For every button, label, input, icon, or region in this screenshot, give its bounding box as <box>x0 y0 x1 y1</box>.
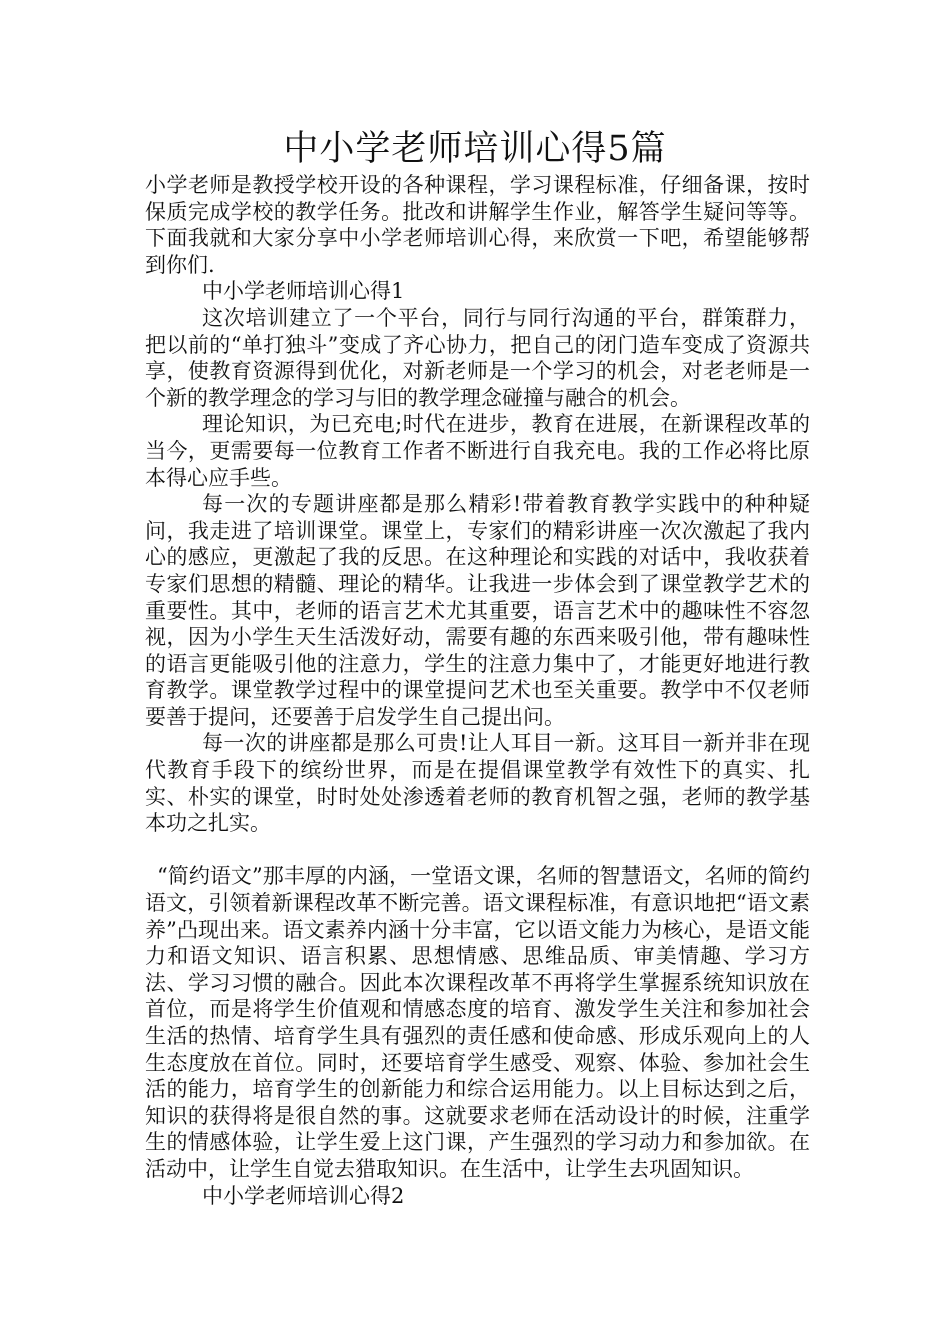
section-1-heading: 中小学老师培训心得1 <box>202 279 405 304</box>
paragraph-5: “简约语文”那丰厚的内涵，一堂语文课，名师的智慧语文，名师的简约语文，引领着新课程改革不断完善。语文课程标准，有意识地把“语文素养”凸现出来。语文素养内涵十分丰富，它以语文能力为核心，是语文能力和语文知识、语言积累、思想情感、思维品质、审美情趣、学习方法、学习习惯的融合。因此本次课程改革不再将学生掌握系统知识放在首位，而是将学生价值观和情感态度的培育、激发学生关注和参加社会生活的热情、培育学生具有强烈的责任感和使命感、形成乐观向上的人生态度放在首位。同时，还要培育学生感受、观察、体验、参加社会生活的能力，培育学生的创新能力和综合运用能力。以上目标达到之后，知识的获得将是很自然的事。这就要求老师在活动设计的时候，注重学生的情感体验，让学生爱上这门课，产生强烈的学习动力和参加欲。在活动中，让学生自觉去猎取知识。在生活中，让学生去巩固知识。 <box>145 864 810 1181</box>
paragraph-3: 每一次的专题讲座都是那么精彩!带着教育教学实践中的种种疑问，我走进了培训课堂。课堂上，专家们的精彩讲座一次次激起了我内心的感应，更激起了我的反思。在这种理论和实践的对话中，我收获着专家们思想的精髓、理论的精华。让我进一步体会到了课堂教学艺术的重要性。其中，老师的语言艺术尤其重要，语言艺术中的趣味性不容忽视，因为小学生天生活泼好动，需要有趣的东西来吸引他，带有趣味性的语言更能吸引他的注意力，学生的注意力集中了，才能更好地进行教育教学。课堂教学过程中的课堂提问艺术也至关重要。教学中不仅老师要善于提问，还要善于启发学生自己提出问。 <box>145 492 810 729</box>
intro-paragraph: 小学老师是教授学校开设的各种课程，学习课程标准，仔细备课，按时保质完成学校的教学任务。批改和讲解学生作业，解答学生疑问等等。下面我就和大家分享中小学老师培训心得，来欣赏一下吧，希望能够帮到你们. <box>145 173 810 277</box>
paragraph-4: 每一次的讲座都是那么可贵!让人耳目一新。这耳目一新并非在现代教育手段下的缤纷世界，而是在提倡课堂教学有效性下的真实、扎实、朴实的课堂，时时处处渗透着老师的教育机智之强，老师的教学基本功之扎实。 <box>145 731 810 836</box>
blank-line <box>145 837 810 864</box>
document-title: 中小学老师培训心得5篇 <box>283 129 667 169</box>
paragraph-2: 理论知识，为已充电;时代在进步，教育在进展，在新课程改革的当今，更需要每一位教育工作者不断进行自我充电。我的工作必将比原本得心应手些。 <box>145 412 810 490</box>
paragraph-1: 这次培训建立了一个平台，同行与同行沟通的平台，群策群力，把以前的“单打独斗”变成了齐心协力，把自己的闭门造车变成了资源共享，使教育资源得到优化，对新老师是一个学习的机会，对老老师是一个新的教学理念的学习与旧的教学理念碰撞与融合的机会。 <box>145 305 810 410</box>
section-2-heading: 中小学老师培训心得2 <box>202 1183 405 1208</box>
document-body <box>145 172 810 1209</box>
